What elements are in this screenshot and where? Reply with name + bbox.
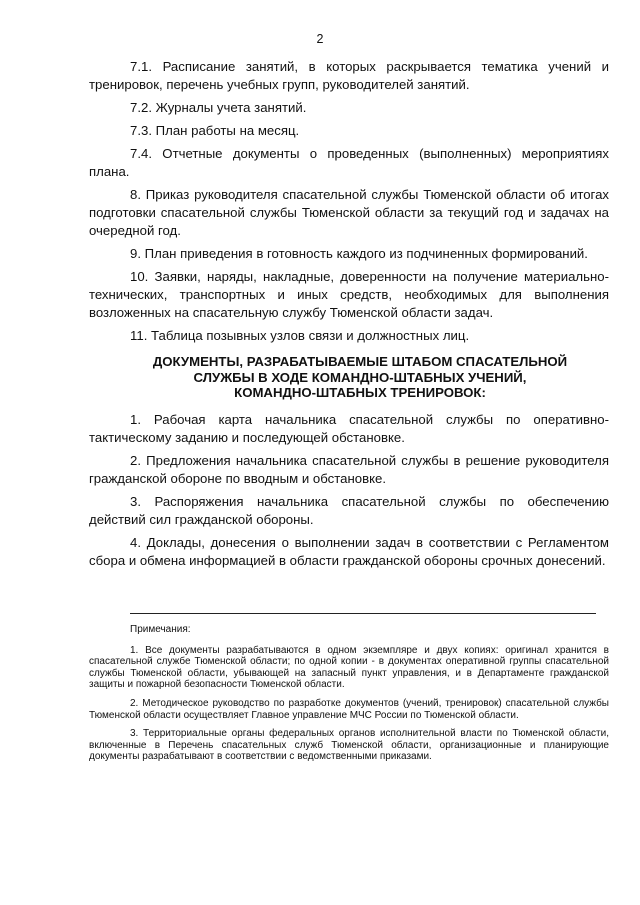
section-heading-line-1: ДОКУМЕНТЫ, РАЗРАБАТЫВАЕМЫЕ ШТАБОМ СПАСАТЕЛЬНОЙ bbox=[152, 354, 568, 369]
paragraph-8: 8. Приказ руководителя спасательной службы Тюменской области об итогах подготовки спасательной службы Тюменской области за текущий год и задачах на очередной год. bbox=[89, 187, 609, 238]
footnote-divider bbox=[130, 613, 596, 614]
section-item-3: 3. Распоряжения начальника спасательной службы по обеспечению действий сил гражданской обороны. bbox=[89, 493, 609, 527]
page-number: 2 bbox=[316, 32, 324, 46]
paragraph-7-2: 7.2. Журналы учета занятий. bbox=[130, 100, 307, 115]
notes-section bbox=[89, 624, 609, 770]
paragraph-11: 11. Таблица позывных узлов связи и должностных лиц. bbox=[130, 328, 470, 343]
note-3: 3. Территориальные органы федеральных органов исполнительной власти по Тюменской области, включенные в Перечень спасательных служб Тюменской области, организационные и планирующие документы разрабатывают в соответствии с ведомственными приказами. bbox=[89, 728, 609, 763]
note-2: 2. Методическое руководство по разработке документов (учений, тренировок) спасательной службы Тюменской области осуществляет Главное управление МЧС России по Тюменской области. bbox=[89, 697, 609, 721]
paragraph-9: 9. План приведения в готовность каждого из подчиненных формирований. bbox=[130, 246, 588, 261]
section-item-2: 2. Предложения начальника спасательной службы в решение руководителя гражданской обороне по вводным и обстановке. bbox=[89, 452, 609, 486]
document-body bbox=[89, 58, 609, 575]
note-1: 1. Все документы разрабатываются в одном экземпляре и двух копиях: оригинал хранится в спасательной службе Тюменской области; по одной копии - в документах оперативной группы спасательной службы Тюменской области, убывающей на запасный пункт управления, и в Департаменте гражданской защиты и пожарной безопасности Тюменской области. bbox=[89, 644, 609, 691]
section-heading-line-3: КОМАНДНО-ШТАБНЫХ ТРЕНИРОВОК: bbox=[234, 385, 486, 400]
section-heading bbox=[89, 354, 609, 401]
paragraph-7-4: 7.4. Отчетные документы о проведенных (выполненных) мероприятиях плана. bbox=[89, 146, 609, 179]
paragraph-10: 10. Заявки, наряды, накладные, доверенности на получение материально-технических, транспортных и иных средств, необходимых для выполнения возложенных на спасательную службу Тюменской области задач. bbox=[89, 269, 609, 320]
notes-title: Примечания: bbox=[130, 624, 191, 635]
paragraph-7-3: 7.3. План работы на месяц. bbox=[130, 123, 300, 138]
section-item-4: 4. Доклады, донесения о выполнении задач в соответствии с Регламентом сбора и обмена информацией в области гражданской обороны срочных донесений. bbox=[89, 534, 609, 568]
section-item-1: 1. Рабочая карта начальника спасательной службы по оперативно-тактическому заданию и последующей обстановке. bbox=[89, 411, 609, 445]
paragraph-7-1: 7.1. Расписание занятий, в которых раскрывается тематика учений и тренировок, перечень учебных групп, руководителей занятий. bbox=[89, 59, 609, 92]
section-heading-line-2: СЛУЖБЫ В ХОДЕ КОМАНДНО-ШТАБНЫХ УЧЕНИЙ, bbox=[193, 369, 527, 385]
